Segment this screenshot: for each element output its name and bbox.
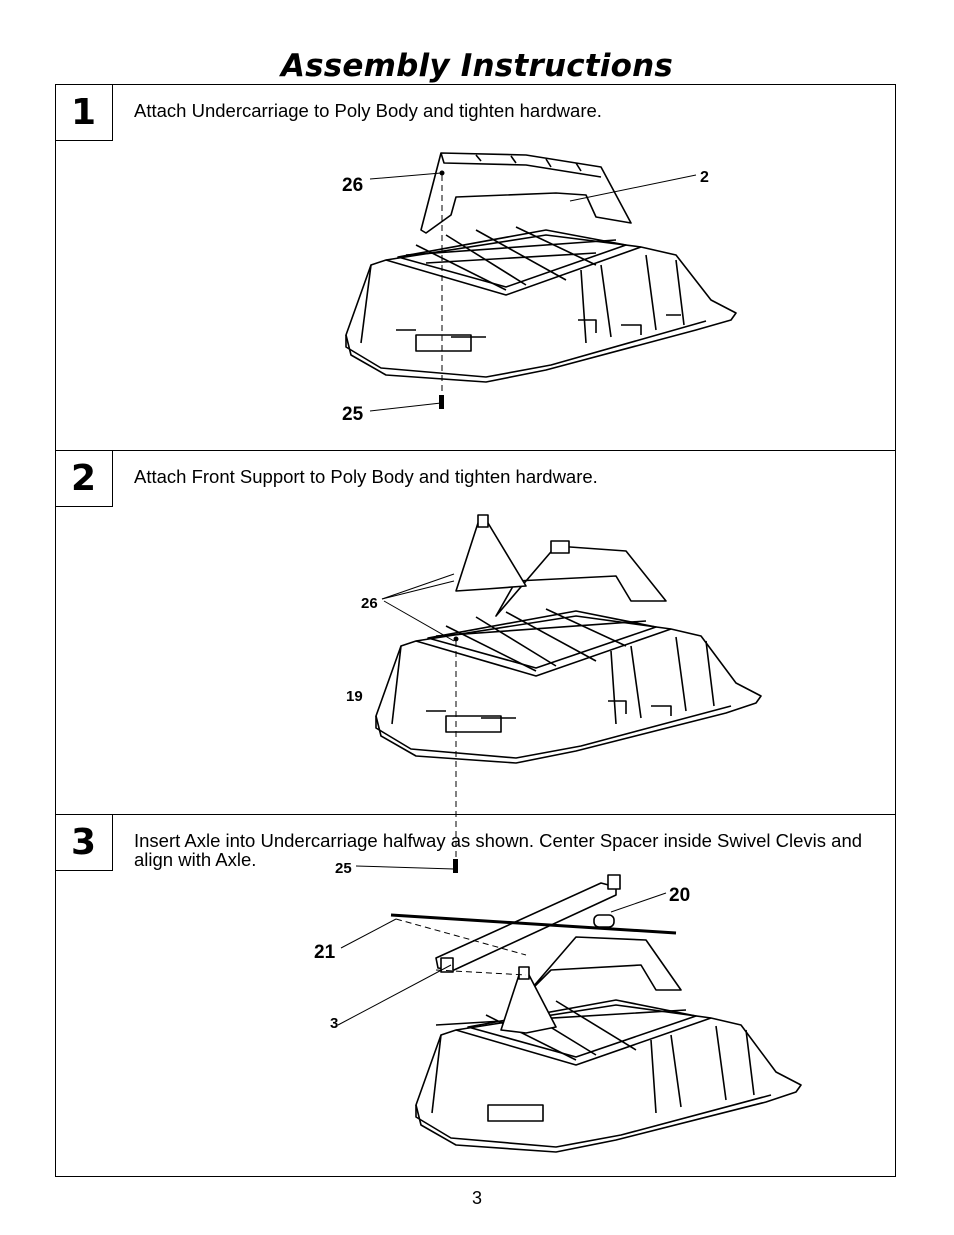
callout-label: 19: [346, 688, 363, 705]
callout-label: 2: [700, 169, 709, 186]
callout-label: 21: [314, 942, 336, 963]
callout-label: 26: [342, 175, 364, 196]
step-3: [56, 814, 895, 1176]
callout-label: 25: [335, 860, 352, 877]
step-instruction: Attach Undercarriage to Poly Body and tighten hardware.: [134, 100, 602, 121]
step-3-diagram: [56, 815, 895, 1177]
step-instruction: Attach Front Support to Poly Body and tighten hardware.: [134, 466, 598, 487]
callout-label: 3: [330, 1015, 339, 1032]
instructions-frame: [55, 84, 896, 1177]
callout-label: 26: [361, 595, 378, 612]
step-instruction: Insert Axle into Undercarriage halfway as shown. Center Spacer inside Swivel Clevis and align with Axle.: [134, 830, 863, 870]
callout-label: 25: [342, 404, 364, 425]
step-1: [56, 85, 895, 450]
step-1-diagram: [56, 85, 895, 450]
step-number: 2: [55, 450, 113, 507]
page-title: Assembly Instructions: [280, 48, 674, 84]
page-number: 3: [471, 1188, 482, 1208]
callout-label: 20: [669, 885, 691, 906]
step-number: 3: [55, 814, 113, 871]
step-number: 1: [55, 84, 113, 141]
